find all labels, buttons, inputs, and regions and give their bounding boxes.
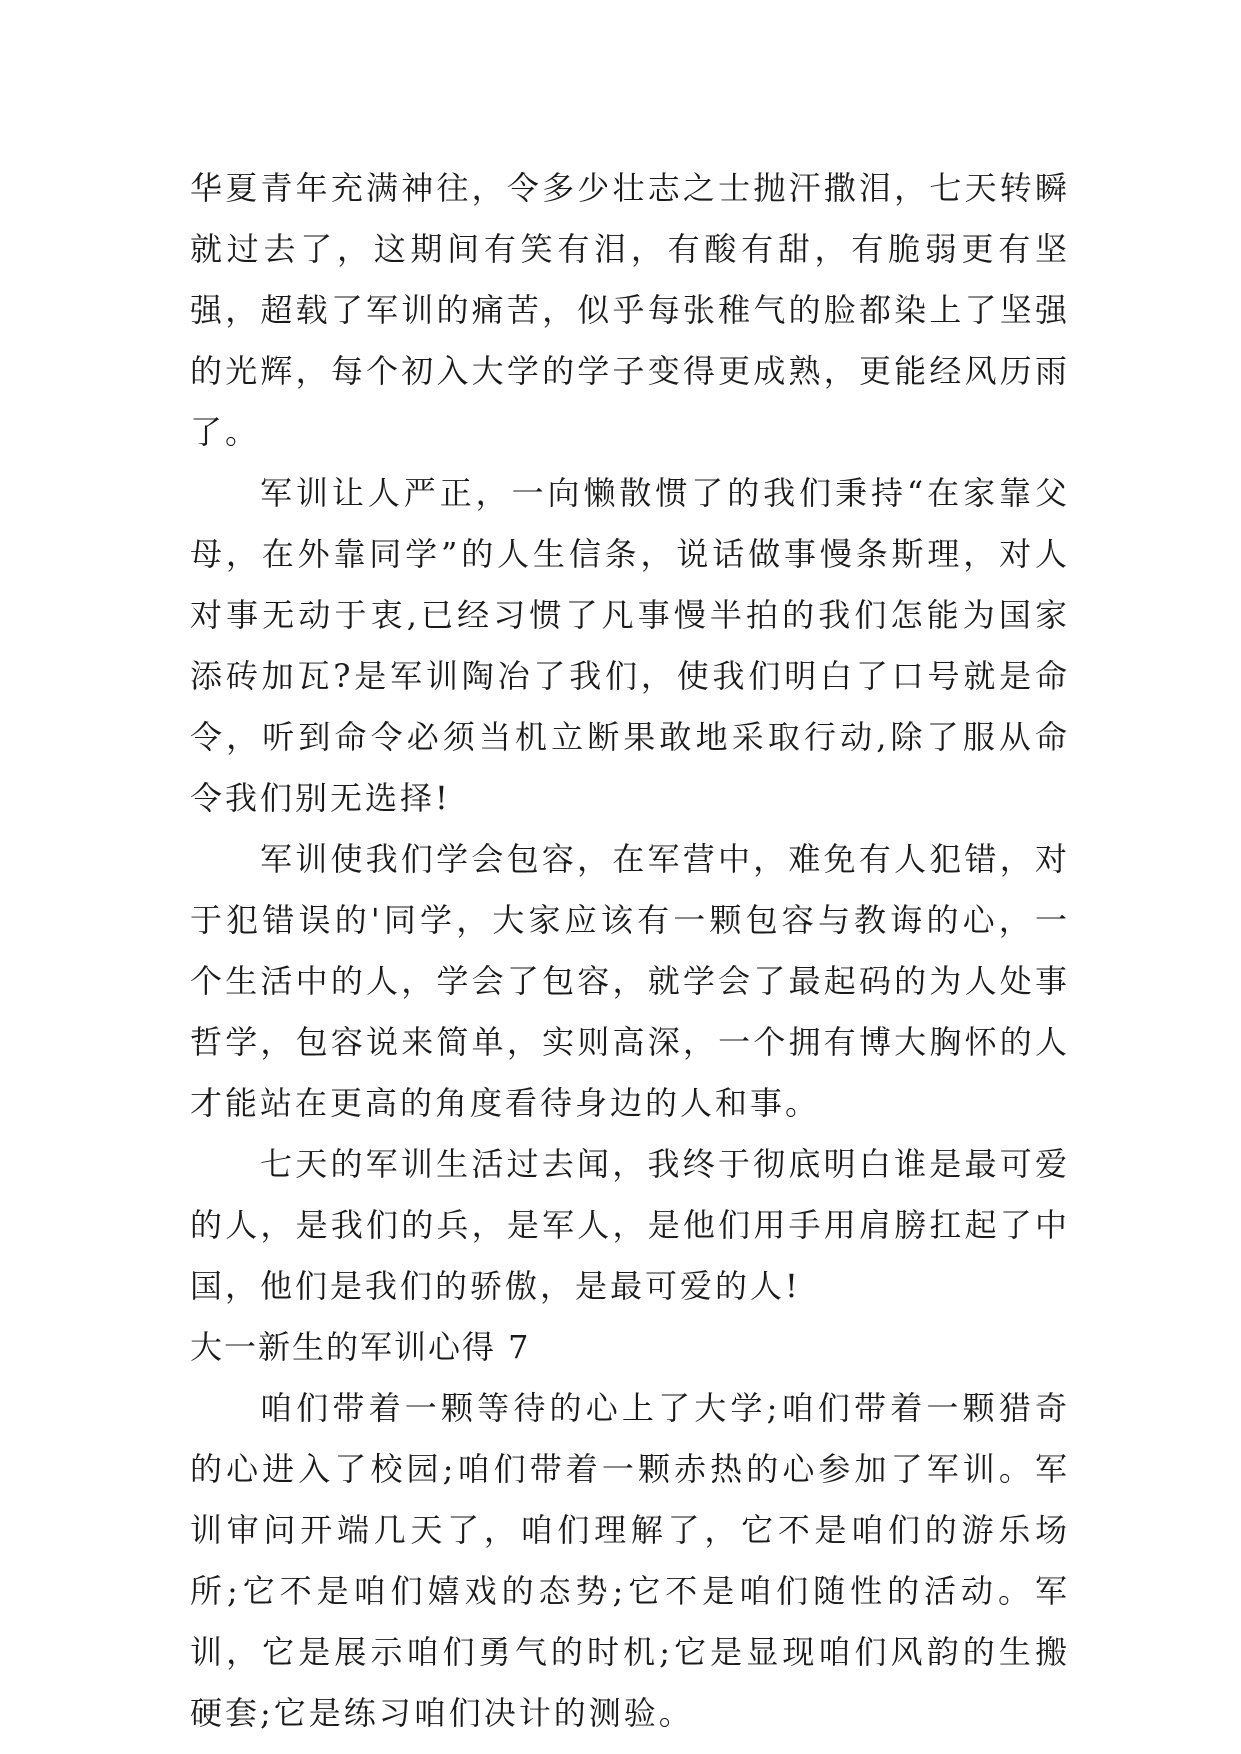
- paragraph-4: 七天的军训生活过去闻，我终于彻底明白谁是最可爱的人，是我们的兵，是军人，是他们用手用肩膀扛起了中国，他们是我们的骄傲，是最可爱的人!: [190, 1145, 1070, 1305]
- paragraph-2: 军训让人严正，一向懒散惯了的我们秉持“在家靠父母，在外靠同学”的人生信条，说话做事慢条斯理，对人对事无动于衷,已经习惯了凡事慢半拍的我们怎能为国家添砖加瓦?是军训陶冶了我们，使我们明白了口号就是命令，听到命令必须当机立断果敢地采取行动,除了服从命令我们别无选择!: [190, 474, 1070, 817]
- paragraph-1: 华夏青年充满神往，令多少壮志之士抛汗撒泪，七天转瞬就过去了，这期间有笑有泪，有酸有甜，有脆弱更有坚强，超载了军训的痛苦，似乎每张稚气的脸都染上了坚强的光辉，每个初入大学的学子变得更成熟，更能经风历雨了。: [190, 169, 1070, 451]
- section-heading: 大一新生的军训心得 7: [190, 1328, 531, 1366]
- document-body: [190, 158, 1070, 1744]
- paragraph-3: 军训使我们学会包容，在军营中，难免有人犯错，对于犯错误的'同学，大家应该有一颗包容与教诲的心，一个生活中的人，学会了包容，就学会了最起码的为人处事哲学，包容说来简单，实则高深，一个拥有博大胸怀的人才能站在更高的角度看待身边的人和事。: [190, 840, 1070, 1122]
- paragraph-5: 咱们带着一颗等待的心上了大学;咱们带着一颗猎奇的心进入了校园;咱们带着一颗赤热的心参加了军训。军训审问开端几天了，咱们理解了，它不是咱们的游乐场所;它不是咱们嬉戏的态势;它不是咱们随性的活动。军训，它是展示咱们勇气的时机;它是显现咱们风韵的生搬硬套;它是练习咱们决计的测验。: [190, 1389, 1070, 1732]
